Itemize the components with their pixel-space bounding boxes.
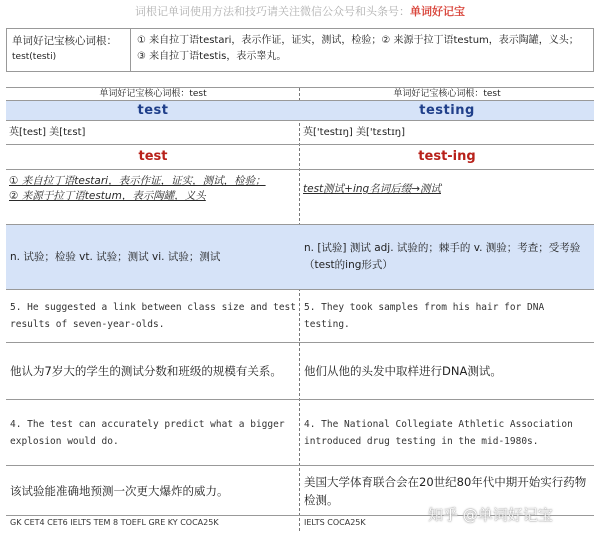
- word-title: test: [6, 101, 300, 121]
- example-en-2: 4. The test can accurately predict what a bigger explosion would do.: [6, 400, 300, 466]
- etymology-line-1: test测试+ing名词后缀→测试: [303, 183, 441, 195]
- example-en-1: 5. They took samples from his hair for DNA testing.: [300, 290, 594, 343]
- example-zh-1: 他们从他的头发中取样进行DNA测试。: [300, 343, 594, 400]
- banner-text: 词根记单词使用方法和技巧请关注微信公众号和头条号：: [135, 5, 410, 18]
- word-comparison-table: [6, 87, 594, 530]
- word-title: testing: [300, 101, 594, 121]
- core-root-value: test(testi): [12, 52, 57, 62]
- core-root-label: 单词好记宝核心词根：: [12, 35, 117, 47]
- phonetic: 英['testɪŋ] 美['tɛstɪŋ]: [300, 121, 594, 145]
- core-root-meaning: ① 来自拉丁语testari，表示作证，证实，测试，检验；② 来源于拉丁语testum，表示陶罐，义头；③ 来自拉丁语testis，表示睾丸。: [137, 35, 579, 62]
- part-of-speech: n. [试验] 测试 adj. 试验的；棘手的 v. 测验；考查；受考验（test的ing形式）: [300, 225, 594, 290]
- example-en-2: 4. The National Collegiate Athletic Association introduced drug testing in the mid-1980s.: [300, 400, 594, 466]
- phonetic: 英[test] 美[tɛst]: [6, 121, 300, 145]
- exam-list: GK CET4 CET6 IELTS TEM 8 TOEFL GRE KY COCA25K: [10, 518, 219, 527]
- column-header: 单词好记宝核心词根：test: [300, 88, 594, 101]
- example-zh-1: 他认为7岁大的学生的测试分数和班级的规模有关系。: [6, 343, 300, 400]
- etymology-line-1: ① 来自拉丁语testari，表示作证，证实，测试，检验；: [9, 175, 266, 187]
- etymology: [6, 170, 300, 225]
- core-root-label-cell: [7, 29, 131, 71]
- top-banner: [0, 0, 600, 26]
- banner-brand: 单词好记宝: [410, 5, 465, 18]
- example-zh-2: 该试验能准确地预测一次更大爆炸的威力。: [6, 466, 300, 516]
- example-en-1: 5. He suggested a link between class size and test results of seven-year-olds.: [6, 290, 300, 343]
- part-of-speech: n. 试验；检验 vt. 试验；测试 vi. 试验；测试: [6, 225, 300, 290]
- exam-list: IELTS COCA25K: [304, 518, 366, 527]
- word-column-testing: [300, 88, 594, 531]
- etymology: [300, 170, 594, 225]
- word-column-test: [6, 88, 300, 531]
- etymology-line-2: ② 来源于拉丁语testum，表示陶罐，义头: [9, 190, 206, 202]
- word-parts: test-ing: [300, 145, 594, 170]
- column-header: 单词好记宝核心词根：test: [6, 88, 300, 101]
- word-parts: test: [6, 145, 300, 170]
- watermark: 知乎 @单词好记宝: [428, 506, 553, 524]
- example-zh-2: 美国大学体育联合会在20世纪80年代中期开始实行药物检测。: [300, 466, 594, 516]
- core-root-box: [6, 28, 594, 72]
